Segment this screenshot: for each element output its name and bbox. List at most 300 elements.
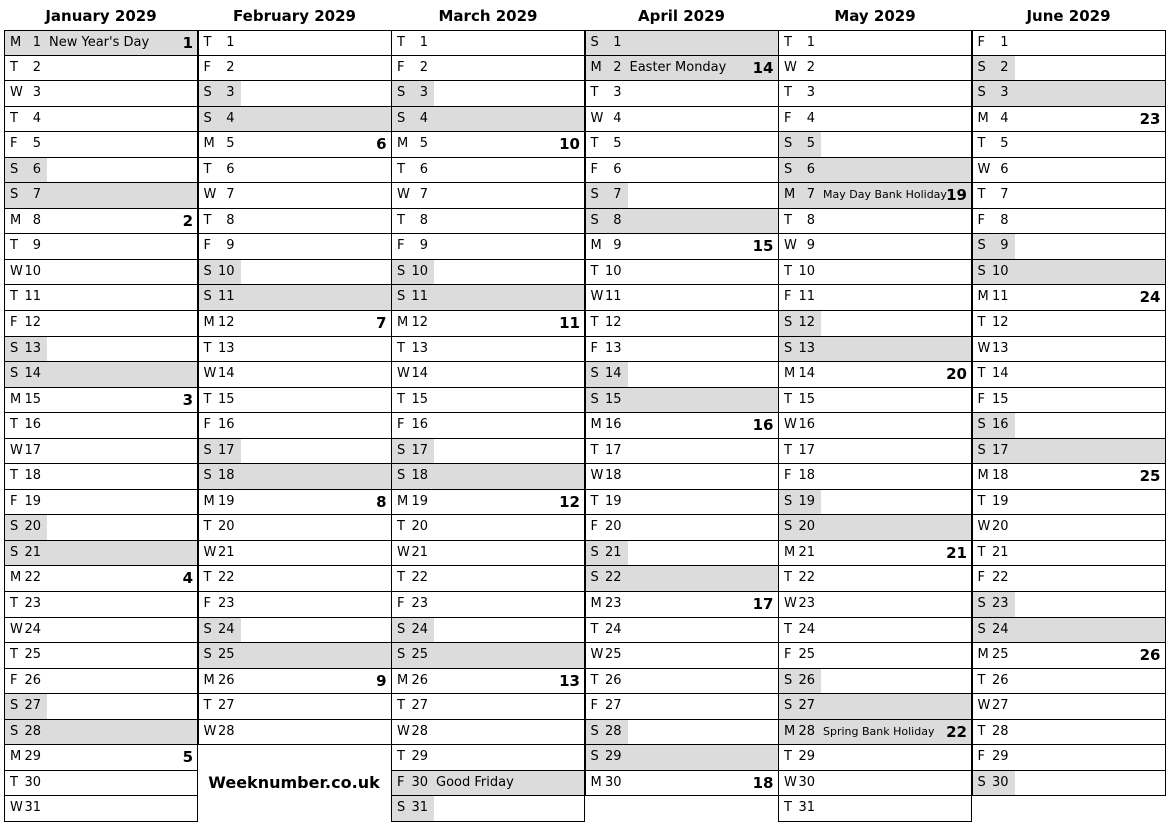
weekday-letter: S bbox=[977, 621, 986, 637]
weekday-letter: S bbox=[590, 212, 599, 228]
day-row bbox=[778, 337, 972, 363]
day-number: 5 bbox=[32, 136, 41, 152]
day-row bbox=[391, 669, 585, 695]
weekday-letter: S bbox=[977, 417, 986, 433]
day-row bbox=[972, 618, 1166, 644]
weekday-letter: T bbox=[977, 187, 986, 203]
weekday-letter: M bbox=[977, 647, 989, 663]
weekday-letter: T bbox=[397, 340, 405, 356]
weekday-letter: W bbox=[784, 774, 797, 790]
weekday-letter: S bbox=[397, 621, 406, 637]
day-number: 17 bbox=[604, 442, 622, 458]
weekday-letter: T bbox=[784, 35, 792, 50]
weekday-letter: T bbox=[203, 35, 212, 50]
weekday-letter: T bbox=[977, 672, 986, 688]
day-number: 28 bbox=[991, 723, 1009, 739]
weekday-letter: T bbox=[784, 391, 792, 407]
day-number: 1 bbox=[419, 35, 428, 50]
weekday-letter: M bbox=[203, 493, 215, 509]
weekday-letter: S bbox=[10, 519, 19, 535]
day-number: 6 bbox=[226, 161, 235, 177]
weekday-letter: W bbox=[977, 698, 991, 714]
day-number: 4 bbox=[806, 110, 815, 126]
day-row bbox=[778, 413, 972, 439]
day-number: 12 bbox=[24, 315, 41, 331]
weekday-letter: S bbox=[590, 391, 599, 407]
day-row bbox=[778, 592, 972, 618]
day-number: 6 bbox=[32, 161, 41, 177]
day-row bbox=[391, 362, 585, 388]
day-row bbox=[198, 30, 392, 56]
weekday-letter: T bbox=[10, 110, 18, 126]
day-row bbox=[4, 490, 198, 516]
day-number: 25 bbox=[217, 647, 235, 663]
day-number: 18 bbox=[798, 468, 815, 484]
weekday-letter: F bbox=[397, 417, 405, 433]
day-row bbox=[585, 541, 779, 567]
day-number: 11 bbox=[991, 289, 1009, 305]
day-number: 10 bbox=[24, 263, 41, 279]
weekday-letter: W bbox=[784, 596, 797, 612]
weekday-letter: S bbox=[784, 315, 793, 331]
day-number: 12 bbox=[411, 315, 428, 331]
day-row bbox=[4, 56, 198, 82]
day-row bbox=[4, 771, 198, 797]
day-number: 10 bbox=[217, 263, 235, 279]
week-number: 21 bbox=[946, 543, 967, 562]
day-row bbox=[585, 720, 779, 746]
day-number: 10 bbox=[604, 263, 622, 279]
weekday-letter: T bbox=[590, 442, 599, 458]
day-row bbox=[4, 260, 198, 286]
day-row bbox=[4, 413, 198, 439]
day-row bbox=[585, 566, 779, 592]
holiday-name: New Year's Day bbox=[49, 35, 150, 50]
weekday-letter: F bbox=[590, 519, 598, 535]
day-number: 12 bbox=[991, 315, 1009, 331]
weekday-letter: F bbox=[977, 35, 985, 50]
weekday-letter: T bbox=[784, 442, 792, 458]
day-row bbox=[4, 669, 198, 695]
weekday-letter: S bbox=[397, 110, 406, 126]
day-row bbox=[391, 541, 585, 567]
day-number: 17 bbox=[798, 442, 815, 458]
day-row bbox=[585, 592, 779, 618]
day-number: 30 bbox=[991, 774, 1009, 790]
day-number: 5 bbox=[1000, 136, 1009, 152]
weekday-letter: T bbox=[397, 570, 405, 586]
weekday-letter: W bbox=[784, 417, 797, 433]
weekday-letter: F bbox=[10, 493, 18, 509]
day-row bbox=[585, 158, 779, 184]
day-number: 2 bbox=[419, 59, 428, 75]
weekday-letter: T bbox=[10, 647, 18, 663]
weekday-letter: W bbox=[10, 621, 23, 637]
weekday-letter: M bbox=[10, 212, 22, 228]
weekday-letter: S bbox=[590, 723, 599, 739]
weekday-letter: W bbox=[203, 366, 217, 382]
day-number: 29 bbox=[798, 749, 815, 765]
day-number: 11 bbox=[604, 289, 622, 305]
day-number: 17 bbox=[991, 442, 1009, 458]
weekday-letter: S bbox=[203, 647, 212, 663]
day-number: 14 bbox=[24, 366, 41, 382]
weekday-letter: T bbox=[977, 136, 986, 152]
week-number: 16 bbox=[752, 416, 774, 435]
day-number: 29 bbox=[24, 749, 41, 765]
weekday-letter: S bbox=[784, 519, 793, 535]
weekday-letter: T bbox=[10, 774, 18, 790]
weekday-letter: S bbox=[10, 366, 19, 382]
weekday-letter: T bbox=[977, 493, 986, 509]
day-row bbox=[4, 541, 198, 567]
weekday-letter: T bbox=[977, 544, 986, 560]
day-number: 12 bbox=[604, 315, 622, 331]
day-row bbox=[585, 439, 779, 465]
holiday-row bbox=[391, 771, 585, 797]
day-number: 7 bbox=[226, 187, 235, 203]
weekday-letter: M bbox=[10, 391, 22, 407]
day-number: 26 bbox=[217, 672, 235, 688]
weekday-letter: S bbox=[203, 289, 212, 305]
weekday-letter: F bbox=[397, 774, 405, 790]
weekday-letter: S bbox=[977, 774, 986, 790]
day-row bbox=[198, 669, 392, 695]
day-number: 22 bbox=[798, 570, 815, 586]
day-number: 15 bbox=[217, 391, 235, 407]
day-row bbox=[198, 81, 392, 107]
day-number: 26 bbox=[24, 672, 41, 688]
day-row bbox=[585, 388, 779, 414]
weekday-letter: M bbox=[784, 723, 796, 739]
day-row bbox=[198, 592, 392, 618]
weekday-letter: T bbox=[397, 161, 405, 177]
day-number: 21 bbox=[24, 544, 41, 560]
day-number: 23 bbox=[604, 596, 622, 612]
day-number: 7 bbox=[32, 187, 41, 203]
weekday-letter: M bbox=[397, 315, 409, 331]
day-number: 6 bbox=[613, 161, 622, 177]
week-number: 12 bbox=[559, 492, 580, 511]
day-row bbox=[198, 720, 392, 746]
weekday-letter: W bbox=[10, 263, 23, 279]
day-row bbox=[198, 566, 392, 592]
weekday-letter: T bbox=[784, 263, 792, 279]
weekday-letter: W bbox=[203, 544, 217, 560]
weekday-letter: M bbox=[784, 366, 796, 382]
day-row bbox=[4, 362, 198, 388]
month-day-list bbox=[585, 30, 779, 796]
day-row bbox=[391, 464, 585, 490]
weekday-letter: T bbox=[784, 621, 792, 637]
weekday-letter: F bbox=[977, 212, 985, 228]
day-row bbox=[198, 388, 392, 414]
day-row bbox=[391, 234, 585, 260]
weekday-letter: S bbox=[10, 723, 19, 739]
day-row bbox=[198, 107, 392, 133]
day-row bbox=[778, 158, 972, 184]
day-number: 15 bbox=[604, 391, 622, 407]
month-day-list bbox=[4, 30, 198, 822]
day-number: 23 bbox=[24, 596, 41, 612]
day-number: 20 bbox=[798, 519, 815, 535]
day-row bbox=[972, 566, 1166, 592]
weekday-letter: F bbox=[784, 110, 792, 126]
day-number: 17 bbox=[24, 442, 41, 458]
day-row bbox=[778, 541, 972, 567]
day-row bbox=[778, 30, 972, 56]
day-number: 27 bbox=[411, 698, 428, 714]
day-row bbox=[585, 464, 779, 490]
weekday-letter: W bbox=[10, 85, 23, 101]
day-row bbox=[391, 337, 585, 363]
weekday-letter: S bbox=[590, 570, 599, 586]
week-number: 15 bbox=[752, 237, 774, 256]
weekday-letter: T bbox=[397, 212, 405, 228]
day-row bbox=[4, 311, 198, 337]
weekday-letter: S bbox=[397, 263, 406, 279]
weekday-letter: F bbox=[977, 391, 985, 407]
day-row bbox=[778, 285, 972, 311]
week-number: 9 bbox=[376, 671, 387, 690]
weekday-letter: S bbox=[397, 800, 406, 816]
day-number: 2 bbox=[613, 59, 622, 75]
day-row bbox=[585, 643, 779, 669]
weekday-letter: S bbox=[977, 238, 986, 254]
weekday-letter: S bbox=[203, 110, 212, 126]
day-row bbox=[198, 694, 392, 720]
week-number: 2 bbox=[182, 211, 193, 230]
weekday-letter: T bbox=[397, 35, 405, 50]
day-number: 19 bbox=[24, 493, 41, 509]
day-number: 20 bbox=[217, 519, 235, 535]
weekday-letter: W bbox=[590, 468, 604, 484]
day-number: 3 bbox=[806, 85, 815, 101]
day-number: 22 bbox=[24, 570, 41, 586]
day-row bbox=[972, 439, 1166, 465]
weekday-letter: M bbox=[977, 468, 989, 484]
weekday-letter: T bbox=[784, 800, 792, 816]
day-row bbox=[198, 209, 392, 235]
weekday-letter: M bbox=[590, 417, 602, 433]
day-row bbox=[198, 490, 392, 516]
weekday-letter: W bbox=[784, 238, 797, 254]
weekday-letter: S bbox=[590, 749, 599, 765]
day-row bbox=[778, 234, 972, 260]
day-row bbox=[972, 285, 1166, 311]
day-row bbox=[972, 30, 1166, 56]
day-row bbox=[4, 183, 198, 209]
weekday-letter: F bbox=[784, 647, 792, 663]
week-number: 22 bbox=[946, 722, 967, 741]
weekday-letter: M bbox=[784, 544, 796, 560]
day-row bbox=[778, 669, 972, 695]
day-row bbox=[198, 439, 392, 465]
day-row bbox=[198, 337, 392, 363]
weekday-letter: S bbox=[397, 289, 406, 305]
day-row bbox=[4, 592, 198, 618]
day-row bbox=[972, 260, 1166, 286]
day-number: 23 bbox=[991, 596, 1009, 612]
day-row bbox=[585, 669, 779, 695]
week-number: 4 bbox=[182, 569, 193, 588]
day-number: 30 bbox=[798, 774, 815, 790]
day-number: 13 bbox=[604, 340, 622, 356]
day-number: 23 bbox=[217, 596, 235, 612]
day-number: 5 bbox=[613, 136, 622, 152]
day-number: 5 bbox=[226, 136, 235, 152]
day-row bbox=[585, 337, 779, 363]
weekday-letter: F bbox=[10, 315, 18, 331]
weekday-letter: F bbox=[590, 698, 598, 714]
day-number: 20 bbox=[991, 519, 1009, 535]
day-row bbox=[391, 311, 585, 337]
day-number: 30 bbox=[411, 774, 428, 790]
day-number: 18 bbox=[991, 468, 1009, 484]
day-number: 24 bbox=[991, 621, 1009, 637]
day-row bbox=[972, 183, 1166, 209]
day-row bbox=[778, 81, 972, 107]
month-day-list bbox=[778, 30, 972, 822]
weekday-letter: S bbox=[784, 136, 793, 152]
day-number: 31 bbox=[411, 800, 428, 816]
week-number: 11 bbox=[559, 314, 580, 333]
day-row bbox=[4, 285, 198, 311]
weekday-letter: M bbox=[590, 596, 602, 612]
weekday-letter: M bbox=[10, 570, 22, 586]
weekday-letter: T bbox=[10, 289, 18, 305]
month-day-list bbox=[391, 30, 585, 822]
day-number: 1 bbox=[226, 35, 235, 50]
day-row bbox=[778, 490, 972, 516]
weekday-letter: W bbox=[590, 110, 604, 126]
day-number: 25 bbox=[991, 647, 1009, 663]
day-row bbox=[972, 388, 1166, 414]
weekday-letter: W bbox=[977, 519, 991, 535]
weekday-letter: T bbox=[10, 468, 18, 484]
day-row bbox=[778, 439, 972, 465]
week-number: 24 bbox=[1139, 288, 1161, 307]
day-row bbox=[585, 81, 779, 107]
day-row bbox=[778, 56, 972, 82]
day-row bbox=[585, 362, 779, 388]
weekday-letter: S bbox=[977, 442, 986, 458]
weekday-letter: S bbox=[977, 596, 986, 612]
weekday-letter: W bbox=[397, 187, 410, 203]
holiday-name: Easter Monday bbox=[629, 59, 727, 75]
weekday-letter: M bbox=[203, 136, 215, 152]
day-row bbox=[972, 541, 1166, 567]
day-number: 3 bbox=[419, 85, 428, 101]
weekday-letter: S bbox=[203, 85, 212, 101]
weekday-letter: W bbox=[397, 366, 410, 382]
day-number: 8 bbox=[1000, 212, 1009, 228]
weekday-letter: W bbox=[10, 800, 23, 816]
day-row bbox=[585, 209, 779, 235]
weekday-letter: T bbox=[397, 391, 405, 407]
day-number: 13 bbox=[798, 340, 815, 356]
holiday-name: Good Friday bbox=[436, 774, 514, 790]
weekday-letter: S bbox=[784, 672, 793, 688]
day-number: 21 bbox=[604, 544, 622, 560]
holiday-row bbox=[778, 183, 972, 209]
weekday-letter: T bbox=[590, 263, 599, 279]
day-row bbox=[4, 81, 198, 107]
day-row bbox=[391, 132, 585, 158]
day-number: 1 bbox=[806, 35, 815, 50]
weekday-letter: T bbox=[977, 723, 986, 739]
weekday-letter: S bbox=[784, 161, 793, 177]
day-row bbox=[391, 515, 585, 541]
day-row bbox=[778, 643, 972, 669]
day-row bbox=[778, 132, 972, 158]
weekday-letter: F bbox=[784, 289, 792, 305]
day-number: 25 bbox=[798, 647, 815, 663]
day-row bbox=[198, 464, 392, 490]
day-number: 10 bbox=[411, 263, 428, 279]
week-number: 25 bbox=[1139, 467, 1161, 486]
day-number: 1 bbox=[1000, 35, 1009, 50]
weekday-letter: T bbox=[590, 672, 599, 688]
day-number: 11 bbox=[798, 289, 815, 305]
weekday-letter: F bbox=[977, 570, 985, 586]
month-title: February 2029 bbox=[233, 7, 356, 25]
weekday-letter: M bbox=[590, 774, 602, 790]
weekday-letter: F bbox=[10, 136, 18, 152]
day-number: 17 bbox=[411, 442, 428, 458]
day-row bbox=[4, 694, 198, 720]
day-number: 27 bbox=[798, 698, 815, 714]
day-row bbox=[391, 388, 585, 414]
weekday-letter: T bbox=[590, 85, 599, 101]
day-row bbox=[972, 158, 1166, 184]
day-number: 3 bbox=[32, 85, 41, 101]
weekday-letter: T bbox=[977, 366, 986, 382]
day-row bbox=[198, 158, 392, 184]
day-number: 13 bbox=[217, 340, 235, 356]
weekday-letter: T bbox=[203, 340, 212, 356]
weekday-letter: M bbox=[977, 289, 989, 305]
weekday-letter: T bbox=[590, 621, 599, 637]
day-number: 16 bbox=[217, 417, 235, 433]
day-number: 7 bbox=[419, 187, 428, 203]
day-number: 31 bbox=[798, 800, 815, 816]
weekday-letter: S bbox=[977, 59, 986, 75]
day-number: 19 bbox=[411, 493, 428, 509]
day-row bbox=[972, 209, 1166, 235]
week-number: 1 bbox=[182, 34, 193, 52]
day-number: 24 bbox=[604, 621, 622, 637]
day-number: 6 bbox=[419, 161, 428, 177]
week-number: 20 bbox=[946, 365, 967, 384]
weekday-letter: S bbox=[203, 468, 212, 484]
day-row bbox=[4, 720, 198, 746]
weekday-letter: F bbox=[397, 238, 405, 254]
day-number: 15 bbox=[411, 391, 428, 407]
week-number: 19 bbox=[946, 186, 967, 205]
week-number: 26 bbox=[1139, 646, 1161, 665]
day-number: 27 bbox=[604, 698, 622, 714]
day-row bbox=[778, 566, 972, 592]
weekday-letter: W bbox=[590, 647, 604, 663]
weekday-letter: M bbox=[397, 672, 409, 688]
week-number: 8 bbox=[376, 492, 387, 511]
day-number: 1 bbox=[613, 35, 622, 50]
weekday-letter: T bbox=[10, 417, 18, 433]
day-row bbox=[198, 643, 392, 669]
day-row bbox=[778, 107, 972, 133]
day-number: 23 bbox=[798, 596, 815, 612]
